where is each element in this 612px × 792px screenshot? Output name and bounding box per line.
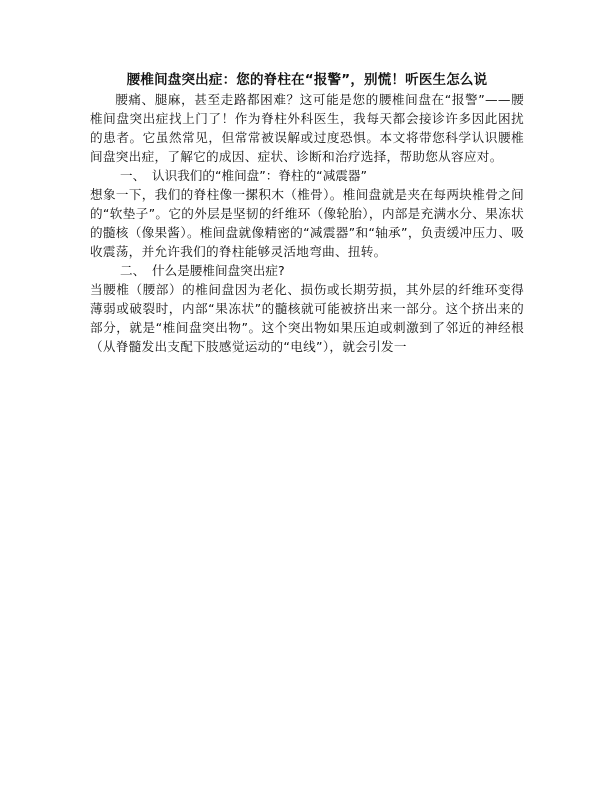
document-content — [90, 70, 524, 356]
section-body-2: 当腰椎（腰部）的椎间盘因为老化、损伤或长期劳损，其外层的纤维环变得薄弱或破裂时，内部“果冻状”的髓核就可能被挤出来一部分。这个挤出来的部分，就是“椎间盘突出物”。这个突出物如果压迫或刺激到了邻近的神经根（从脊髓发出支配下肢感觉运动的“电线”），就会引发一 — [90, 282, 524, 354]
document-title: 腰椎间盘突出症：您的脊柱在“报警”，别慌！听医生怎么说 — [126, 72, 488, 88]
section-number: 二、 — [120, 263, 146, 278]
section-heading-2 — [90, 261, 524, 280]
intro-paragraph: 腰痛、腿麻，甚至走路都困难？这可能是您的腰椎间盘在“报警”——腰椎间盘突出症找上门了！作为脊柱外科医生，我每天都会接诊许多因此困扰的患者。它虽然常见，但常常被误解或过度恐惧。本文将带您科学认识腰椎间盘突出症，了解它的成因、症状、诊断和治疗选择，帮助您从容应对。 — [90, 92, 524, 164]
section-heading-1 — [90, 166, 524, 185]
section-heading-text: 什么是腰椎间盘突出症? — [152, 263, 285, 278]
section-heading-text: 认识我们的“椎间盘”：脊柱的“减震器” — [152, 168, 368, 183]
section-body-1: 想象一下，我们的脊柱像一摞积木（椎骨）。椎间盘就是夹在每两块椎骨之间的“软垫子”。它的外层是坚韧的纤维环（像轮胎），内部是充满水分、果冻状的髓核（像果酱）。椎间盘就像精密的“减震器”和“轴承”，负责缓冲压力、吸收震荡，并允许我们的脊柱能够灵活地弯曲、扭转。 — [90, 187, 524, 259]
section-number: 一、 — [120, 168, 146, 183]
